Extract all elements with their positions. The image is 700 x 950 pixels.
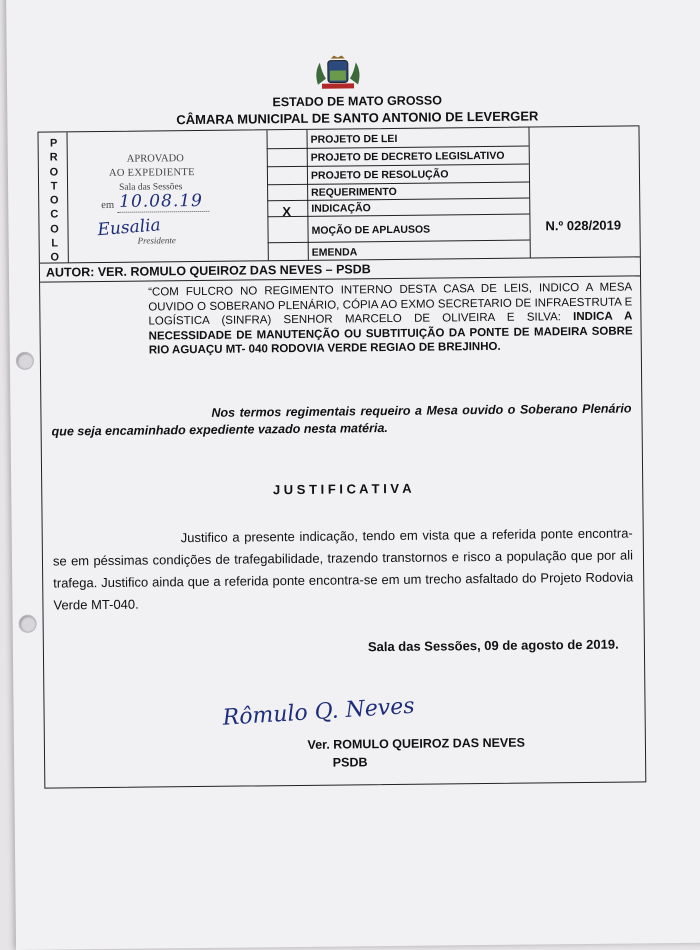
signer-name: Ver. ROMULO QUEIROZ DAS NEVES xyxy=(307,735,525,752)
header-chamber: CÂMARA MUNICIPAL DE SANTO ANTONIO DE LEVERGER xyxy=(176,108,539,128)
document-number: N.º 028/2019 xyxy=(545,217,622,234)
president-signature: Eusalia xyxy=(96,215,162,241)
stamp-presidente: Presidente xyxy=(137,235,176,246)
option-projeto-de-lei: PROJETO DE LEI xyxy=(310,132,398,146)
protocol-vertical-label: P R O T O C O L O xyxy=(49,137,60,264)
punch-hole xyxy=(16,352,34,370)
justification-text: Justifico a presente indicação, tendo em vista que a referida ponte encontra-se em péssimas condições de trafegabilidade, trazendo transtornos e risco a população que por ali trafega. Justifico ainda que a referida ponte encontra-se em um trecho asfaltado do Projeto Rodovia Verde MT-040. xyxy=(52,525,634,613)
stamp-date-prefix: em xyxy=(101,199,115,212)
request-text: Nos termos regimentais requeiro a Mesa ouvido o Soberano Plenário que seja encaminhado expediente vazado nesta matéria. xyxy=(51,401,632,439)
indication-text: “COM FULCRO NO REGIMENTO INTERNO DESTA CASA DE LEIS, INDICO A MESA OUVIDO O SOBERANO PLENÁRIO, CÓPIA AO EXMO SECRETARIO DE INFRAESTRUTA E LOGÍSTICA (SINFRA) SENHOR MARCELO DE OLIVEIRA E SILVA: INDICA A NECESSIDADE DE MANUTENÇÃO OU SUBTITUIÇÃO DA PONTE DE MADEIRA SOBRE RIO AGUAÇU MT- 040 RODOVIA VERDE REGIAO DE BREJINHO. xyxy=(148,281,633,357)
option-requerimento: REQUERIMENTO xyxy=(311,185,397,199)
author-line: AUTOR: VER. ROMULO QUEIROZ DAS NEVES – PSDB xyxy=(45,262,371,280)
coat-of-arms-icon xyxy=(312,54,364,91)
option-decreto-legislativo: PROJETO DE DECRETO LEGISLATIVO xyxy=(310,149,505,164)
justification-title: J U S T I F I C A T I V A xyxy=(272,480,412,498)
option-indicacao: INDICAÇÃO xyxy=(311,202,371,215)
place-date: Sala das Sessões, 09 de agosto de 2019. xyxy=(367,636,619,655)
option-emenda: EMENDA xyxy=(311,246,358,259)
stamp-approved: APROVADO xyxy=(126,153,184,165)
document-page xyxy=(6,0,700,950)
stamp-expediente: AO EXPEDIENTE xyxy=(108,167,195,179)
stamp-date: 10.08.19 xyxy=(119,190,204,212)
form-frame xyxy=(37,125,646,788)
option-projeto-de-resolucao: PROJETO DE RESOLUÇÃO xyxy=(310,168,449,182)
punch-hole xyxy=(19,615,37,633)
signer-party: PSDB xyxy=(332,755,368,770)
header-state: ESTADO DE MATO GROSSO xyxy=(272,93,442,110)
author-signature: Rômulo Q. Neves xyxy=(221,693,416,731)
stamp-sala: Sala das Sessões xyxy=(119,182,183,193)
option-indicacao-mark: X xyxy=(282,204,292,220)
option-mocao-de-aplausos: MOÇÃO DE APLAUSOS xyxy=(311,223,431,237)
